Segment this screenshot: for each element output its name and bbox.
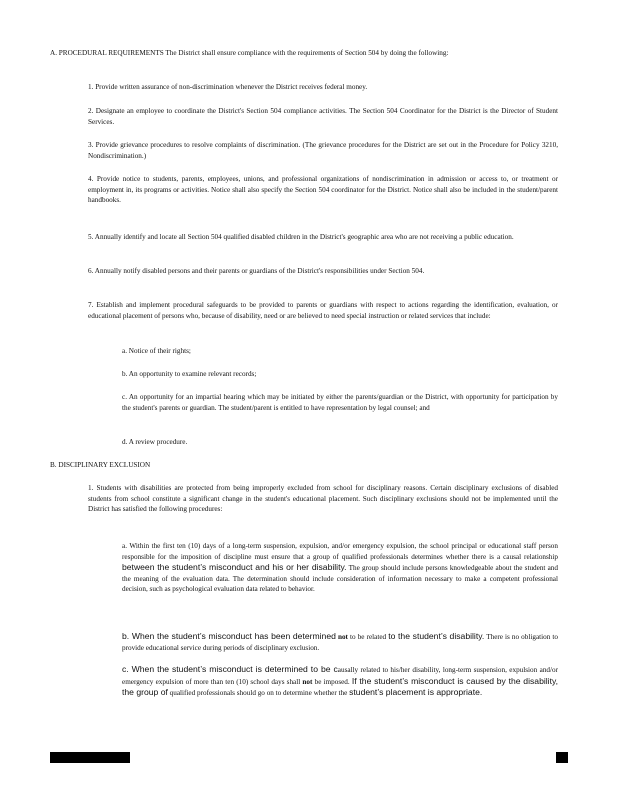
section-a-subitem-c: c. An opportunity for an impartial hearing which may be initiated by either the parents/guardian or the District, with opportunity for participation by the student's parents or guardian. The student/parent is entitled to have representation by legal counsel; and [122,393,558,412]
subitem-a-emphasis: between the student’s misconduct and his or her disability. [122,562,347,573]
footer-left-bar [50,752,130,763]
section-a-subitem-d: d. A review procedure. [122,438,188,446]
section-a-subitem-a: a. Notice of their rights; [122,347,191,355]
section-a-subitem-b: b. An opportunity to examine relevant records; [122,370,257,378]
section-a-item-6: 6. Annually notify disabled persons and their parents or guardians of the District's responsibilities under Section 504. [88,267,425,275]
subitem-b-emphasis-2: to the student’s disability. [388,631,485,641]
subitem-c-text-1: ausally related to his/her disability, long-term suspension, expulsion and/or emergency expulsion of more than ten (10) school days shall [122,666,558,686]
subitem-b-emphasis-1: b. When the student’s misconduct has been determined [122,631,336,641]
section-a-item-7: 7. Establish and implement procedural safeguards to be provided to parents or guardians with respect to actions regarding the identification, evaluation, or educational placement of persons who, because of disability, need or are believed to need special instruction or related services that include: [88,301,558,320]
subitem-c-text-3: qualified professionals should go on to determine whether the [169,689,348,698]
footer-right-bar [556,752,568,763]
subitem-c-emphasis-1: c. When the student’s misconduct is determined to be c [122,664,338,674]
subitem-c-not: not [302,677,313,686]
subitem-a-text-1: a. Within the first ten (10) days of a long-term suspension, expulsion, and/or emergency expulsion, the school principal or educational staff person responsible for the imposition of discipline must ensure that a group of qualified professionals determines whether there is a causal relationship [122,542,558,561]
subitem-b-not: not [337,633,348,641]
section-a-item-1: 1. Provide written assurance of non-discrimination whenever the District receives federal money. [88,83,368,91]
section-a-item-2: 2. Designate an employee to coordinate the District's Section 504 compliance activities. The Section 504 Coordinator for the District is the Director of Student Services. [88,107,558,126]
subitem-b-text: There is no obligation to provide educational service during periods of disciplinary exclusion. [122,633,558,652]
section-a-item-3: 3. Provide grievance procedures to resolve complaints of discrimination. (The grievance procedures for the District are set out in the Procedure for Policy 3210, Nondiscrimination.) [88,141,558,160]
section-b-subitem-b [122,631,558,653]
subitem-c-text-2: be imposed. [314,677,350,686]
section-b-item-1: 1. Students with disabilities are protected from being improperly excluded from school for disciplinary reasons. Certain disciplinary exclusions of disabled students from school constitute a significant change in the student's educational placement. Such disciplinary exclusions should not be implemented until the District has satisfied the following procedures: [88,484,558,514]
section-b-title: B. DISCIPLINARY EXCLUSION [50,461,151,469]
section-a-title: A. PROCEDURAL REQUIREMENTS [50,49,164,57]
section-b-subitem-c [122,664,558,699]
section-b-subitem-a [122,541,558,595]
subitem-a-text-2: The group should include persons knowledgeable about the student and the meaning of the evaluation data. The determination should include consideration of information necessary to make a competent professional decision, such as psychological evaluation data related to behavior. [122,564,558,594]
section-a-intro: The District shall ensure compliance with the requirements of Section 504 by doing the following: [165,49,449,57]
subitem-c-emphasis-2: If the student’s misconduct is caused by the disability, the group of [122,675,559,698]
section-a-heading [50,48,558,59]
section-a-item-5: 5. Annually identify and locate all Section 504 qualified disabled children in the District's geographic area who are not receiving a public education. [88,233,514,241]
subitem-c-emphasis-3: student’s placement is appropriate. [349,687,483,698]
section-a-item-4: 4. Provide notice to students, parents, employees, unions, and professional organizations of nondiscrimination in admission or access to, or treatment or employment in, its programs or activities. Notice shall also specify the Section 504 coordinator for the District. Notice shall also be included in the student/parent handbooks. [88,175,558,205]
subitem-b-mid: to be related [350,633,387,641]
